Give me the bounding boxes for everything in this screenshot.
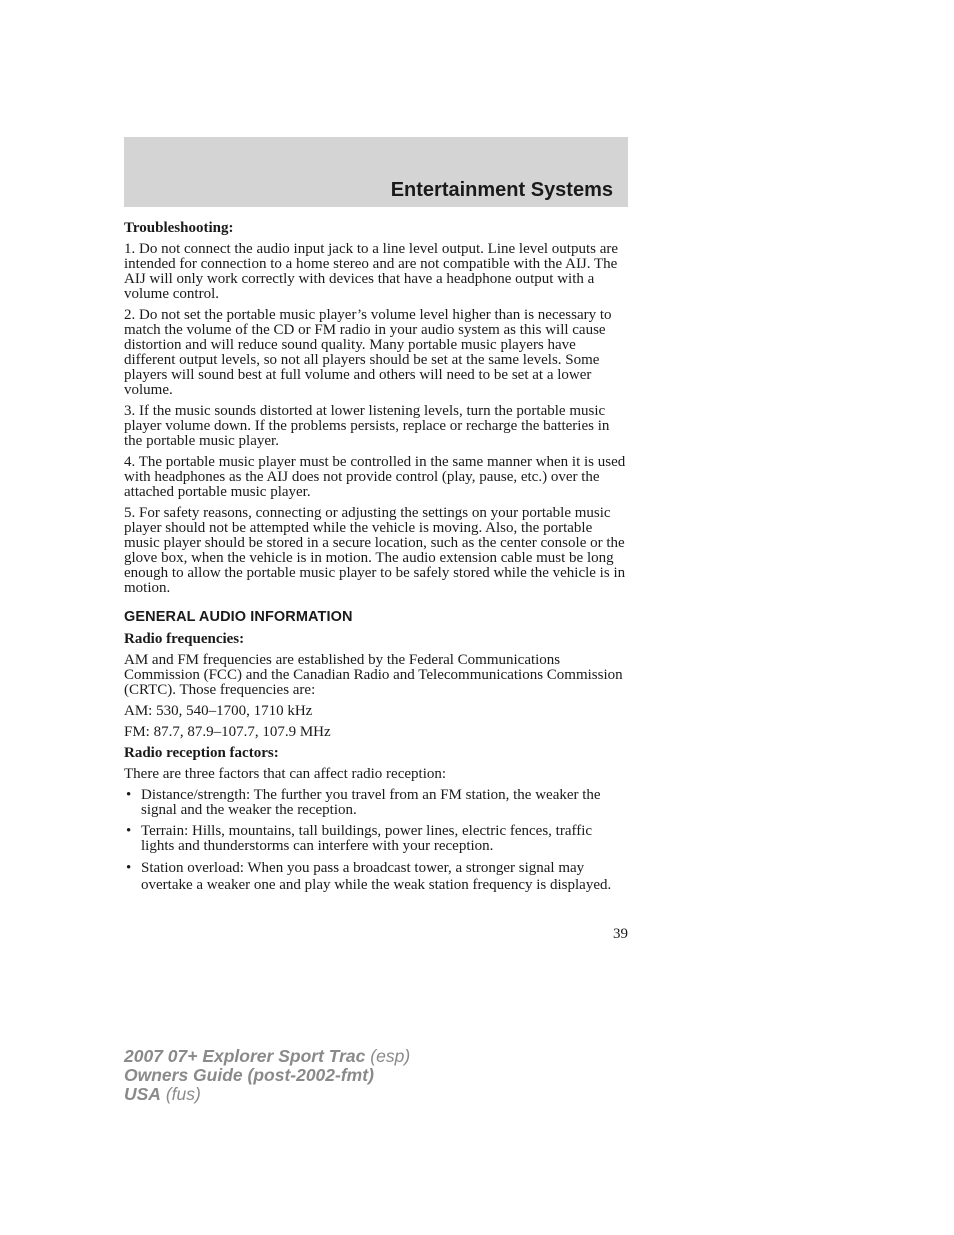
reception-factors-label: Radio reception factors:	[124, 745, 279, 761]
fm-frequencies: FM: 87.7, 87.9–107.7, 107.9 MHz	[124, 724, 331, 740]
reception-factors-intro: There are three factors that can affect radio reception:	[124, 766, 447, 782]
list-item	[124, 860, 628, 893]
troubleshooting-item: 1. Do not connect the audio input jack to a line level output. Line level outputs are intended for connection to a home stereo and are not compatible with the AIJ. The AIJ will only work correctly with devices that have a headphone output with a volume control.	[124, 241, 619, 302]
am-frequencies: AM: 530, 540–1700, 1710 kHz	[124, 703, 313, 719]
section-title: Entertainment Systems	[390, 179, 613, 201]
list-item-text: Terrain: Hills, mountains, tall buildings, power lines, electric fences, traffic lights and thunderstorms can interfere with your reception.	[141, 823, 593, 854]
footer-model: 2007 07+ Explorer Sport Trac	[124, 1046, 366, 1066]
radio-frequencies-label: Radio frequencies:	[124, 631, 245, 647]
reception-factors-list	[124, 788, 628, 893]
list-item-text: Station overload: When you pass a broadcast tower, a stronger signal may overtake a weaker one and play while the weak station frequency is displayed.	[141, 860, 612, 893]
bullet-icon: •	[126, 787, 132, 803]
radio-frequencies-text: AM and FM frequencies are established by the Federal Communications Commission (FCC) and the Canadian Radio and Telecommunications Commission (CRTC). Those frequencies are:	[124, 652, 623, 698]
footer-market-code: (fus)	[165, 1084, 201, 1104]
page-content	[124, 221, 628, 899]
troubleshooting-label: Troubleshooting:	[124, 220, 234, 236]
section-header-band	[124, 137, 628, 207]
footer-line-2	[124, 1066, 410, 1085]
footer-line-3	[124, 1085, 410, 1104]
list-item	[124, 788, 628, 818]
troubleshooting-item: 4. The portable music player must be controlled in the same manner when it is used with headphones as the AIJ does not provide control (play, pause, etc.) over the attached portable music player.	[124, 454, 626, 500]
footer-market: USA	[124, 1084, 161, 1104]
troubleshooting-item: 5. For safety reasons, connecting or adjusting the settings on your portable music player should not be attempted while the vehicle is moving. Also, the portable music player should be stored in a secure location, such as the center console or the glove box, when the vehicle is in motion. The audio extension cable must be long enough to allow the portable music player to be safely stored while the vehicle is in motion.	[124, 505, 626, 596]
footer-guide: Owners Guide (post-2002-fmt)	[124, 1065, 374, 1085]
general-audio-heading: GENERAL AUDIO INFORMATION	[124, 609, 353, 625]
bullet-icon: •	[126, 860, 132, 876]
page-number: 39	[613, 926, 628, 942]
troubleshooting-item: 2. Do not set the portable music player’s volume level higher than is necessary to match the volume of the CD or FM radio in your audio system as this will cause distortion and will reduce sound quality. Many portable music players have different output levels, so not all players should be set at the same levels. Some players will sound best at full volume and others will need to be set at a lower volume.	[124, 307, 612, 398]
troubleshooting-item: 3. If the music sounds distorted at lower listening levels, turn the portable music player volume down. If the problems persists, replace or recharge the batteries in the portable music player.	[124, 403, 610, 449]
footer-line-1	[124, 1047, 410, 1066]
list-item	[124, 824, 628, 854]
bullet-icon: •	[126, 823, 132, 839]
footer-model-code: (esp)	[370, 1046, 411, 1066]
document-footer	[124, 1047, 410, 1104]
list-item-text: Distance/strength: The further you travel from an FM station, the weaker the signal and the weaker the reception.	[141, 787, 601, 818]
